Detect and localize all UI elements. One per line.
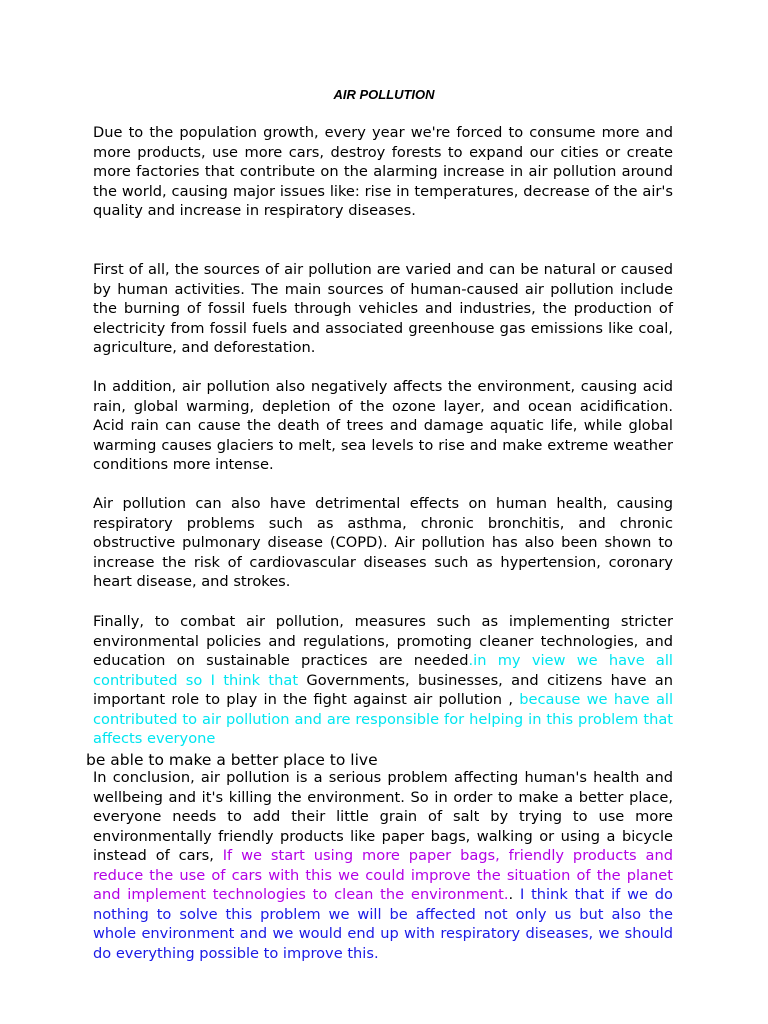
conclusion-text: In conclusion, air pollution is a serious problem affecting human's health and wellbeing and it's killing the environment. So in order to make a better place, everyone needs to add their little grain of salt by trying to use more environmentally friendly products like paper bags, walking or using a bicycle instead of cars, xyxy=(93,769,673,864)
paragraph-intro: Due to the population growth, every year we're forced to consume more and more products, use more cars, destroy forests to expand our cities or create more factories that contribute on the alarming increase in air pollution around the world, causing major issues like: rise in temperatures, decrease of the air's quality and increase in respiratory diseases. xyxy=(93,124,673,219)
document-title: AIR POLLUTION xyxy=(333,87,435,102)
paragraph-environment: In addition, air pollution also negatively affects the environment, causing acid rain, global warming, depletion of the ozone layer, and ocean acidification. Acid rain can cause the death of trees and damage aquatic life, while global warming causes glaciers to melt, sea levels to rise and make extreme weather conditions more intense. xyxy=(93,378,673,473)
inserted-line: be able to make a better place to live xyxy=(86,751,378,769)
conclusion-opinion-text: I think that if we do nothing to solve this problem we will be affected not only us but also the whole environment and we would end up with respiratory diseases, we should do everything possible to improve this. xyxy=(93,886,673,962)
paragraph-measures xyxy=(93,612,673,749)
paragraph-health: Air pollution can also have detrimental effects on human health, causing respiratory problems such as asthma, chronic bronchitis, and chronic obstructive pulmonary disease (COPD). Air pollution has also been shown to increase the risk of cardiovascular diseases such as hypertension, coronary heart disease, and strokes. xyxy=(93,495,673,590)
measures-opinion-text: .in my view we have all contributed so I think that xyxy=(93,652,673,689)
measures-reason-text: because we have all contributed to air pollution and are responsible for helping in this problem that affects everyone xyxy=(93,691,673,747)
measures-roles-text: Governments, businesses, and citizens have an important role to play in the fight against air pollution , xyxy=(93,671,673,708)
conclusion-separator: . xyxy=(508,886,520,903)
paragraph-conclusion xyxy=(93,768,673,963)
conclusion-suggestion-text: If we start using more paper bags, friendly products and reduce the use of cars with this we could improve the situation of the planet and implement technologies to clean the environment. xyxy=(93,847,673,903)
measures-text: Finally, to combat air pollution, measures such as implementing stricter environmental policies and regulations, promoting cleaner technologies, and education on sustainable practices are needed xyxy=(93,613,673,669)
paragraph-sources: First of all, the sources of air pollution are varied and can be natural or caused by human activities. The main sources of human-caused air pollution include the burning of fossil fuels through vehicles and industries, the production of electricity from fossil fuels and associated greenhouse gas emissions like coal, agriculture, and deforestation. xyxy=(93,261,673,356)
